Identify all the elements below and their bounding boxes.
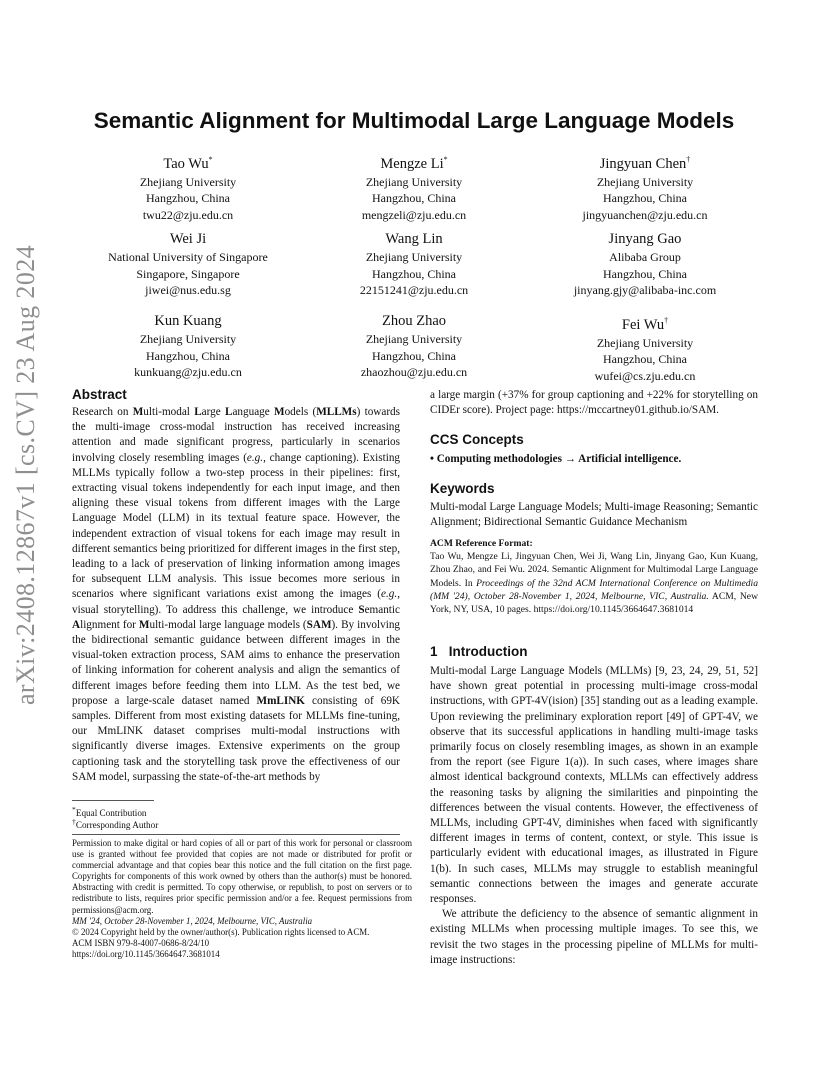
author-location: Hangzhou, China (146, 348, 230, 363)
author-email: jiwei@nus.edu.sg (145, 283, 231, 297)
author-affiliation: Zhejiang University (139, 332, 237, 346)
author-mark: † (664, 316, 669, 325)
author-card (299, 229, 529, 299)
author-affiliation: Zhejiang University (365, 332, 463, 346)
author-name: Fei Wu† (621, 316, 669, 333)
author-card (530, 311, 760, 384)
introduction-para-2: We attribute the deficiency to the absence of semantic alignment in existing MLLMs when processing multiple images. To see this, we revisit the two stages in the processing pipeline of MLLMs for multi-image instructions: (430, 908, 758, 966)
introduction-heading: 1 Introduction (430, 644, 528, 659)
footnote-corresponding: †Corresponding Author (72, 817, 159, 831)
introduction-body (430, 664, 758, 968)
author-affiliation: Alibaba Group (609, 250, 681, 264)
author-mark: † (686, 155, 691, 164)
arxiv-stamp (6, 244, 46, 706)
abstract-paragraph: Research on Multi-modal Large Language Models (MLLMs) towards the multi-image cross-modal instruction has received increasing attention and made significant progress, particularly in scenarios involving closely resembling images (e.g., change captioning). Existing MLLMs typically follow a two-step process in their pipelines: first, extracting visual tokens independently for each input image, and then aligning these visual tokens from different images with the Large Language Model (LLM) in its textual feature space. However, the independent extraction of visual tokens for each image may result in different semantics being prioritized for different images in the first step, leading to a lack of preservation of linking information among images for subsequent LLM analysis. This issue becomes more serious in scenarios where significant variations exist among the images (e.g., visual storytelling). To address this challenge, we introduce Semantic Alignment for Multi-modal large language models (SAM). By involving the bidirectional semantic guidance between different images in the visual-token extraction process, SAM aims to enhance the preservation of linking information for coherent analysis and align the semantics of different images before feeding them into LLM. As the test bed, we propose a large-scale dataset named MmLINK consisting of 69K samples. Different from most existing datasets for MLLMs fine-tuning, our MmLINK dataset comprises multi-modal instructions with significantly diverse images. Extensive experiments on the group captioning task and the storytelling task prove the effectiveness of our SAM model, surpassing the state-of-the-art methods by (72, 406, 401, 783)
author-email: jingyuanchen@zju.edu.cn (582, 207, 708, 222)
author-email: wufei@cs.zju.edu.cn (594, 368, 696, 383)
author-affiliation: Zhejiang University (596, 335, 694, 350)
author-affiliation: Zhejiang University (365, 250, 463, 264)
author-card (299, 150, 529, 223)
author-name: Wang Lin (385, 231, 443, 247)
author-email: kunkuang@zju.edu.cn (134, 365, 242, 379)
author-card (73, 229, 303, 299)
footnote-equal: *Equal Contribution (72, 805, 147, 819)
reference-text-a: Tao Wu, Mengze Li, Jingyuan Chen, Wei Ji, Wang Lin, Jinyang Gao, Kun Kuang, Zhou Zhao, and Fei Wu. 2024. Semantic Alignment for Multimodal Large Language Models. In (430, 551, 758, 589)
paper-title: Semantic Alignment for Multimodal Large Language Models (93, 108, 735, 133)
author-email: 22151241@zju.edu.cn (359, 283, 469, 297)
footnote-rule (72, 800, 154, 801)
author-email: mengzeli@zju.edu.cn (361, 207, 467, 222)
abstract-continuation-text: a large margin (+37% for group captioning and +22% for storytelling on CIDEr score). Project page: https://mccartney01.github.io/SAM. (430, 389, 758, 417)
permission-doi: https://doi.org/10.1145/3664647.3681014 (72, 948, 220, 959)
reference-format-body (430, 550, 758, 616)
author-affiliation: Zhejiang University (596, 174, 694, 189)
keywords-text: Multi-modal Large Language Models; Multi-image Reasoning; Semantic Alignment; Bidirectional Semantic Guidance Mechanism (430, 501, 758, 529)
author-name: Jingyuan Chen† (599, 155, 691, 172)
introduction-para-1: Multi-modal Large Language Models (MLLMs) [9, 23, 24, 29, 51, 52] have shown great potential in processing multi-image cross-modal instructions, with GPT-4V(ision) [35] standing out as a leading example. Upon reviewing the preliminary exploration report [49] of GPT-4V, we observe that its successful applications in handling multi-image tasks primarily focus on closely resembling images, as shown in an example from the report (see Figure 1(a)). In such cases, where images share almost identical background contexts, MLLMs can effectively address the reasoning tasks by aligning the similarities and pinpointing the differences between the visual contents. However, the effectiveness of MLLMs, including GPT-4V, diminishes when faced with significantly different images in terms of content, context, or style. This issue is particularly evident with educational images, as illustrated in Figure 1(b). In such cases, MLLMs may struggle to establish meaningful semantic connections between the images and generate accurate responses. (430, 665, 758, 906)
permission-isbn: ACM ISBN 979-8-4007-0686-8/24/10 (72, 937, 210, 948)
permission-venue: MM '24, October 28-November 1, 2024, Melbourne, VIC, Australia (72, 915, 313, 926)
permission-block (72, 838, 412, 960)
author-card (73, 150, 303, 223)
author-email: twu22@zju.edu.cn (142, 207, 234, 222)
permission-rule (72, 834, 400, 835)
author-mark: * (443, 155, 448, 164)
author-name: Mengze Li* (380, 155, 448, 172)
abstract-continuation (430, 388, 758, 418)
permission-copyright: © 2024 Copyright held by the owner/author(s). Publication rights licensed to ACM. (72, 926, 370, 937)
author-location: Singapore, Singapore (136, 266, 240, 281)
author-name: Zhou Zhao (381, 313, 447, 329)
ccs-text: • Computing methodologies → Artificial intelligence. (430, 453, 682, 465)
author-location: Hangzhou, China (603, 352, 687, 367)
author-card (530, 150, 760, 223)
author-location: Hangzhou, China (146, 191, 230, 206)
reference-format (430, 537, 758, 616)
reference-venue: Proceedings of the 32nd ACM International Conference on Multimedia (MM '24), October 28-November 1, 2024, Melbourne, VIC, Australia. (430, 577, 758, 602)
author-location: Hangzhou, China (603, 191, 687, 206)
ccs-heading: CCS Concepts (430, 432, 524, 447)
author-card (299, 311, 529, 381)
author-email: jinyang.gjy@alibaba-inc.com (573, 283, 717, 297)
abstract-heading: Abstract (72, 387, 127, 402)
author-email: zhaozhou@zju.edu.cn (360, 365, 468, 379)
abstract-text (72, 405, 400, 785)
author-name: Wei Ji (169, 231, 207, 247)
author-name: Tao Wu* (163, 155, 213, 172)
author-affiliation: Zhejiang University (139, 174, 237, 189)
footnote-corresponding-text: Corresponding Author (75, 820, 159, 831)
permission-text: Permission to make digital or hard copies of all or part of this work for personal or classroom use is granted without fee provided that copies are not made or distributed for profit or commercial advantage and that copies bear this notice and the full citation on the first page. Copyrights for components of this work owned by others than the author(s) must be honored. Abstracting with credit is permitted. To copy otherwise, or republish, to post on servers or to redistribute to lists, requires prior specific permission and/or a fee. Request permissions from permissions@acm.org. (72, 838, 412, 915)
author-card (530, 229, 760, 299)
author-card (73, 311, 303, 381)
author-name: Jinyang Gao (608, 231, 682, 247)
author-affiliation: National University of Singapore (108, 250, 268, 264)
footnote-equal-text: Equal Contribution (75, 808, 147, 819)
author-location: Hangzhou, China (372, 266, 456, 281)
author-mark: * (208, 155, 213, 164)
author-location: Hangzhou, China (603, 266, 687, 281)
author-name: Kun Kuang (154, 313, 222, 329)
reference-text-b: ACM, New York, NY, USA, 10 pages. https://doi.org/10.1145/3664647.3681014 (430, 590, 758, 616)
author-affiliation: Zhejiang University (365, 174, 463, 189)
reference-format-heading: ACM Reference Format: (430, 538, 533, 549)
keywords-heading: Keywords (430, 481, 495, 496)
arxiv-stamp-text: arXiv:2408.12867v1 [cs.CV] 23 Aug 2024 (11, 244, 40, 706)
author-location: Hangzhou, China (372, 348, 456, 363)
author-location: Hangzhou, China (372, 191, 456, 206)
